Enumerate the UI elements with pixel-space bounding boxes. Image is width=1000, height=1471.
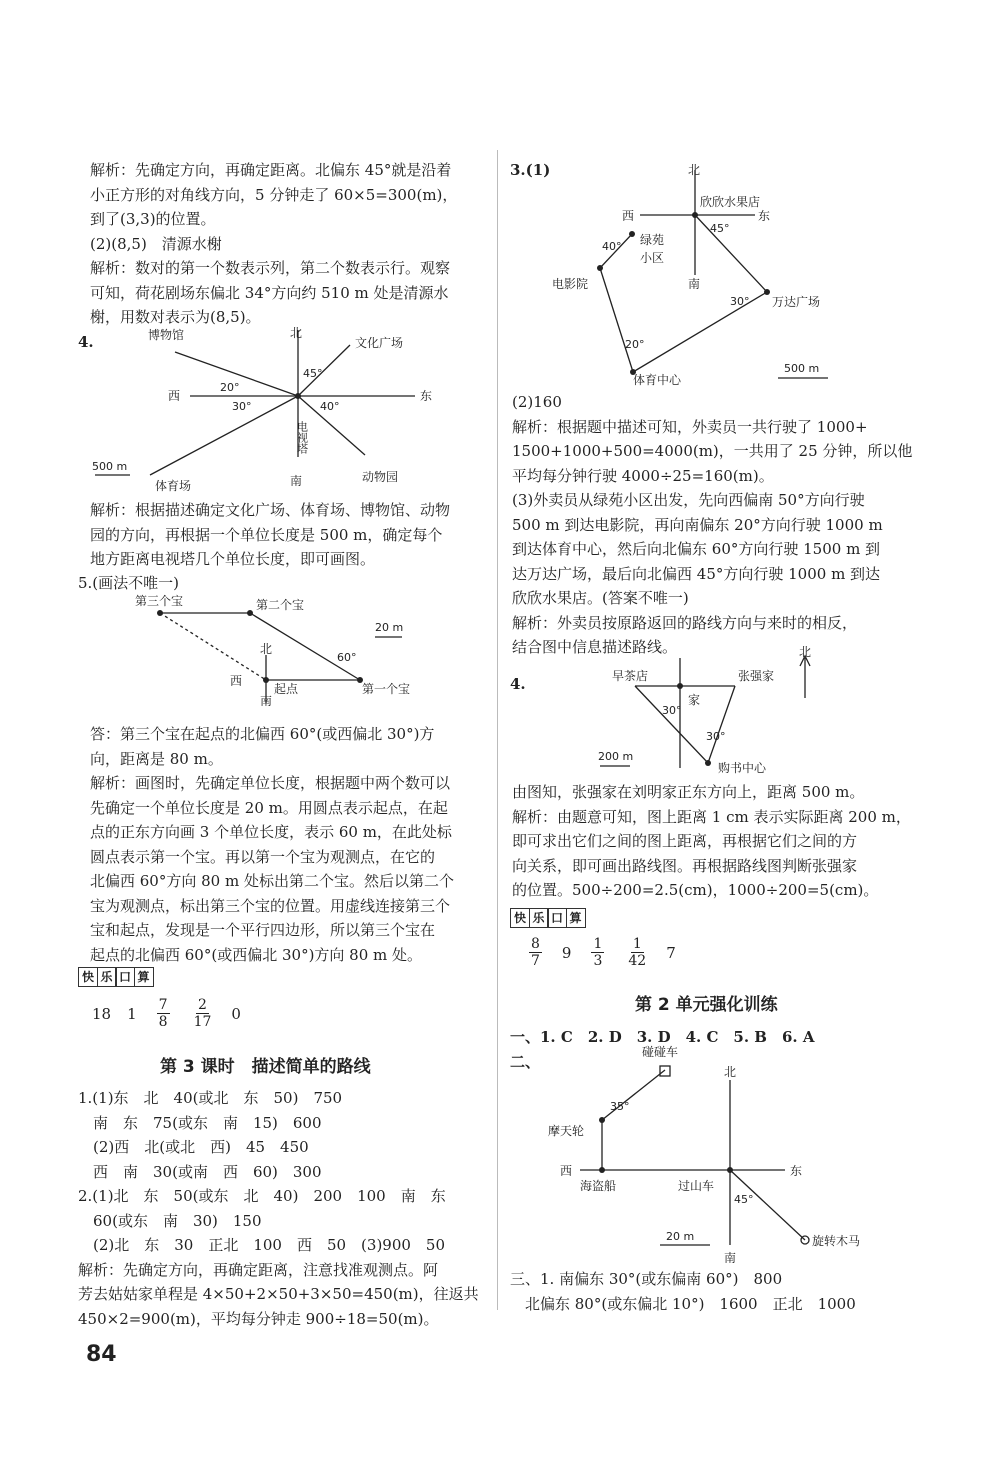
- text-line: 解析：根据描述确定文化广场、体育场、博物馆、动物: [90, 501, 451, 519]
- text-line: 向关系，即可画出路线图。再根据路线图判断张强家: [512, 856, 858, 875]
- text-line: (2)北 东 30 正北 100 西 50 (3)900 50: [78, 1236, 446, 1254]
- angle-35: 35°: [610, 1100, 630, 1113]
- angle-20: 20°: [220, 381, 240, 394]
- map-diagram-tv-tower: [92, 325, 470, 495]
- left-answers-lesson-3: [78, 1086, 479, 1331]
- scale-label: 500 m: [784, 362, 820, 375]
- kuaile-char: 算: [134, 967, 154, 987]
- oral-fraction: $\frac{2}{17}$: [193, 997, 212, 1030]
- north-label: 北: [724, 1065, 737, 1079]
- bumper-label: 碰碰车: [642, 1045, 679, 1059]
- text-line: 圆点表示第一个宝。再以第一个宝为观测点，在它的: [90, 847, 436, 866]
- cinema-label: 电影院: [552, 277, 589, 291]
- tower-point: [295, 393, 301, 399]
- question-4-label-right: 4.: [510, 675, 526, 693]
- text-line: 解析：画图时，先确定单位长度，根据题中两个数可以: [90, 774, 451, 792]
- culture-label: 文化广场: [355, 336, 404, 350]
- kuaile-char: 乐: [97, 967, 117, 987]
- coaster-point: [727, 1167, 733, 1173]
- text-line: 可知，荷花剧场东偏北 34°方向约 510 m 处是清源水: [90, 283, 449, 302]
- text-line: 解析：先确定方向，再确定距离，注意找准观测点。阿: [78, 1260, 439, 1279]
- dashed-line: [160, 613, 266, 680]
- text-line: 解析：先确定方向，再确定距离。北偏东 45°就是沿着: [90, 161, 452, 179]
- angle-45: 45°: [734, 1193, 754, 1206]
- angle-20: 20°: [625, 338, 645, 351]
- museum-label: 博物馆: [148, 328, 185, 342]
- map-diagram-bookstore: [590, 645, 830, 776]
- text-line: 到达体育中心，然后向北偏东 60°方向行驶 1500 m 到: [512, 540, 881, 558]
- fruit-point: [692, 212, 698, 218]
- kuaile-char: 快: [78, 967, 98, 987]
- left-explanation-1: [90, 158, 457, 330]
- south-label: 南: [260, 694, 273, 708]
- column-divider: [497, 150, 498, 1310]
- oral-fraction: $\frac{1}{42}$: [628, 936, 647, 969]
- text-line: (2)西 北(或北 西) 45 450: [78, 1138, 309, 1156]
- text-line: 达万达广场，最后向北偏西 45°方向行驶 1000 m 到达: [512, 564, 881, 583]
- east-label: 东: [790, 1164, 803, 1178]
- question-3-label: 3.(1): [510, 161, 551, 179]
- oral-answer: 1: [127, 1004, 137, 1023]
- map-diagram-amusement: [540, 1040, 880, 1270]
- text-line: 2.(1)北 东 50(或东 北 40) 200 100 南 东: [78, 1187, 446, 1205]
- text-line: 由图知，张强家在刘明家正东方向上，距离 500 m。: [512, 783, 865, 801]
- text-line: (2)(8,5) 清源水榭: [90, 234, 222, 253]
- treasure-3-point: [157, 610, 163, 616]
- east-label: 东: [420, 389, 433, 403]
- coaster-label: 过山车: [678, 1179, 715, 1193]
- text-line: 500 m 到达电影院，再向南偏东 20°方向行驶 1000 m: [512, 515, 883, 534]
- pirate-point: [599, 1167, 605, 1173]
- text-line: 答：第三个宝在起点的北偏西 60°(或西偏北 30°)方: [90, 725, 435, 743]
- north-label: 北: [688, 163, 701, 177]
- angle-40: 40°: [602, 240, 622, 253]
- text-line: 起点的北偏西 60°(或西偏北 30°)方向 80 m 处。: [90, 945, 423, 964]
- north-label: 北: [799, 645, 812, 659]
- angle-45: 45°: [303, 367, 323, 380]
- kuaile-kousuan-box-right: [510, 908, 584, 928]
- wanda-label: 万达广场: [772, 295, 821, 309]
- oral-answer: 18: [92, 1004, 112, 1023]
- start-label: 起点: [274, 682, 299, 696]
- page-number: 84: [86, 1342, 117, 1367]
- angle-30: 30°: [730, 295, 750, 308]
- map-diagram-treasure: [130, 594, 450, 708]
- zoo-label: 动物园: [362, 470, 399, 484]
- angle-30: 30°: [232, 400, 252, 413]
- text-line: 450×2=900(m)，平均每分钟走 900÷18=50(m)。: [78, 1309, 439, 1328]
- right-explanation-1: [512, 390, 912, 660]
- oral-answers-left: [92, 997, 241, 1030]
- kuaile-char: 口: [115, 967, 135, 987]
- text-line: 的位置。500÷200=2.5(cm)，1000÷200=5(cm)。: [512, 881, 879, 899]
- ferris-point: [599, 1117, 605, 1123]
- right-unit-answers-3: [510, 1267, 856, 1316]
- kuaile-kousuan-box-left: [78, 967, 152, 987]
- text-line: 解析：外卖员按原路返回的路线方向与来时的相反，: [512, 613, 858, 632]
- text-line: 即可求出它们之间的图上距离，再根据它们之间的方: [512, 832, 858, 850]
- text-line: 1500+1000+500=4000(m)，一共用了 25 分钟，所以他: [512, 442, 913, 460]
- text-line: 解析：根据题中描述可知，外卖员一共行驶了 1000+: [512, 417, 868, 436]
- fruit-label: 欣欣水果店: [700, 195, 761, 209]
- west-label: 西: [230, 674, 243, 688]
- north-label: 北: [290, 326, 303, 340]
- text-line: 南 东 75(或东 南 15) 600: [78, 1113, 322, 1132]
- ferris-label: 摩天轮: [548, 1124, 585, 1138]
- treasure-2-point: [247, 610, 253, 616]
- stadium-line: [150, 396, 298, 475]
- east-label: 东: [758, 209, 771, 223]
- text-line: 北偏东 80°(或东偏北 10°) 1600 正北 1000: [510, 1294, 856, 1313]
- lvyuan-label-1: 绿苑: [640, 233, 665, 247]
- lvyuan-point: [629, 231, 635, 237]
- path-fruit-wanda: [695, 215, 767, 292]
- path-zhang-book: [708, 686, 735, 763]
- angle-45: 45°: [710, 222, 730, 235]
- book-label: 购书中心: [718, 761, 767, 775]
- oral-answers-right: [525, 936, 676, 969]
- question-4-label: 4.: [78, 333, 94, 351]
- text-line: (3)外卖员从绿苑小区出发，先向西偏南 50°方向行驶: [512, 491, 865, 509]
- scale-label: 200 m: [598, 750, 634, 763]
- bumper-marker: [660, 1066, 670, 1076]
- kuaile-char: 乐: [529, 908, 549, 928]
- left-answer-5: [90, 722, 454, 967]
- lvyuan-label-2: 小区: [640, 251, 665, 265]
- scale-label: 500 m: [92, 460, 128, 473]
- path-sports-cinema: [600, 268, 633, 372]
- south-label: 南: [290, 474, 303, 488]
- start-point: [263, 677, 269, 683]
- oral-fraction: $\frac{8}{7}$: [531, 936, 540, 969]
- right-explanation-2: [512, 780, 911, 903]
- text-line: 二、: [510, 1052, 541, 1071]
- oral-answer: 7: [666, 943, 676, 962]
- scale-label: 20 m: [666, 1230, 695, 1243]
- text-line: (2)160: [512, 393, 562, 411]
- treasure-2-label: 第二个宝: [256, 598, 305, 612]
- lesson-title: 第 3 课时 描述简单的路线: [160, 1057, 371, 1077]
- kuaile-char: 算: [566, 908, 586, 928]
- text-line: 芳去姑姑家单程是 4×50+2×50+3×50=450(m)，往返共: [78, 1285, 479, 1303]
- stadium-label: 体育场: [155, 479, 192, 493]
- text-line: 北偏西 60°方向 80 m 处标出第二个宝。然后以第二个: [90, 872, 454, 890]
- home-label: 家: [688, 693, 701, 707]
- question-5-label: 5.(画法不唯一): [78, 574, 180, 592]
- book-point: [705, 760, 711, 766]
- text-line: 宝和起点，发现是一个平行四边形，所以第三个宝在: [90, 921, 436, 939]
- left-explanation-2: [90, 498, 450, 572]
- text-line: 小正方形的对角线方向，5 分钟走了 60×5=300(m)，: [90, 185, 458, 204]
- south-label: 南: [688, 277, 701, 291]
- angle-30-a: 30°: [662, 704, 682, 717]
- text-line: 解析：由题意可知，图上距离 1 cm 表示实际距离 200 m，: [512, 807, 911, 826]
- unit-title: 第 2 单元强化训练: [635, 995, 778, 1015]
- text-line: 向，距离是 80 m。: [90, 749, 223, 768]
- text-line: 60(或东 南 30) 150: [78, 1211, 262, 1230]
- text-line: 解析：数对的第一个数表示列，第二个数表示行。观察: [90, 259, 451, 277]
- text-line: 园的方向，再根据一个单位长度是 500 m，确定每个: [90, 525, 443, 544]
- oral-fraction: $\frac{7}{8}$: [158, 997, 168, 1030]
- text-line: 宝为观测点，标出第三个宝的位置。用虚线连接第三个: [90, 896, 451, 915]
- text-line: 先确定一个单位长度是 20 m。用圆点表示起点，在起: [90, 798, 448, 817]
- text-line: 1.(1)东 北 40(或北 东 50) 750: [78, 1089, 343, 1107]
- text-line: 西 南 30(或南 西 60) 300: [78, 1162, 322, 1181]
- south-label: 南: [724, 1251, 737, 1265]
- text-line: 地方距离电视塔几个单位长度，即可画图。: [90, 550, 376, 568]
- oral-answer: 9: [561, 943, 572, 962]
- west-label: 西: [622, 209, 635, 223]
- treasure-1-label: 第一个宝: [362, 682, 411, 696]
- text-line: 一、1. C 2. D 3. D 4. C 5. B 6. A: [510, 1028, 815, 1046]
- west-label: 西: [168, 389, 181, 403]
- text-line: 榭，用数对表示为(8,5)。: [90, 308, 261, 326]
- text-line: 平均每分钟行驶 4000÷25=160(m)。: [512, 466, 774, 485]
- kuaile-char: 口: [547, 908, 567, 928]
- tower-label: 电视塔: [295, 421, 309, 454]
- map-diagram-delivery: [540, 160, 870, 390]
- wanda-point: [764, 289, 770, 295]
- scale-label: 20 m: [375, 621, 404, 634]
- oral-fraction: $\frac{1}{3}$: [593, 936, 603, 969]
- zhang-label: 张强家: [738, 669, 775, 683]
- text-line: 三、1. 南偏东 30°(或东偏南 60°) 800: [510, 1270, 783, 1288]
- text-line: 结合图中信息描述路线。: [512, 638, 678, 656]
- tea-label: 早茶店: [612, 669, 649, 683]
- text-line: 欣欣水果店。(答案不唯一): [512, 589, 689, 607]
- angle-40: 40°: [320, 400, 340, 413]
- text-line: 到了(3,3)的位置。: [90, 210, 216, 228]
- sports-label: 体育中心: [633, 373, 682, 387]
- west-label: 西: [560, 1164, 573, 1178]
- kuaile-char: 快: [510, 908, 530, 928]
- home-point: [677, 683, 683, 689]
- north-label: 北: [260, 642, 273, 656]
- angle-30-b: 30°: [706, 730, 726, 743]
- treasure-3-label: 第三个宝: [135, 594, 184, 608]
- pirate-label: 海盗船: [580, 1179, 617, 1193]
- carousel-label: 旋转木马: [812, 1234, 861, 1248]
- cinema-point: [597, 265, 603, 271]
- text-line: 点的正东方向画 3 个单位长度，表示 60 m，在此处标: [90, 823, 452, 841]
- oral-answer: 0: [231, 1004, 241, 1023]
- angle-60: 60°: [337, 651, 357, 664]
